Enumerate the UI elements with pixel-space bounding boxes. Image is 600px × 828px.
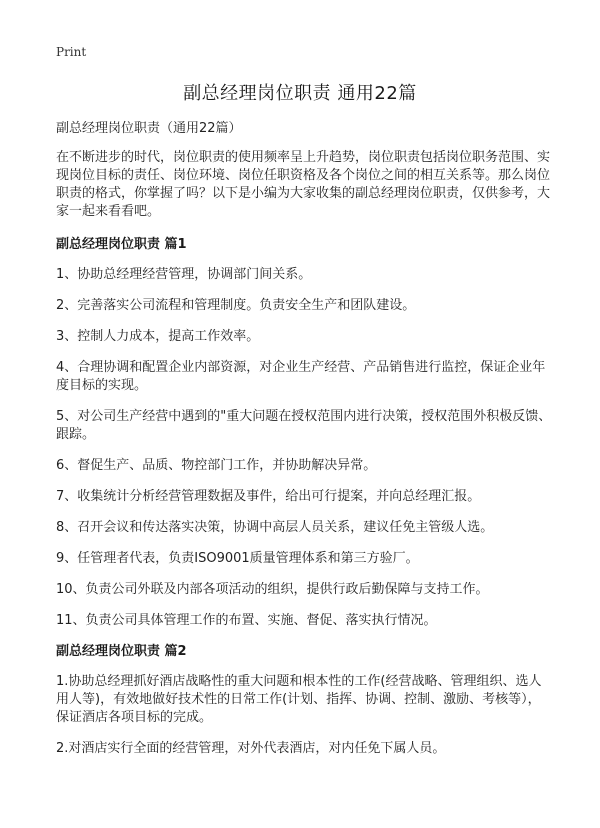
document-body xyxy=(56,120,552,771)
list-item: 4、合理协调和配置企业内部资源，对企业生产经营、产品销售进行监控，保证企业年度目标的实现。 xyxy=(56,360,546,393)
list-item: 7、收集统计分析经营管理数据及事件，给出可行提案，并向总经理汇报。 xyxy=(56,489,481,504)
section-heading: 副总经理岗位职责 篇1 xyxy=(56,237,187,252)
list-item: 1、协助总经理经营管理，协调部门间关系。 xyxy=(56,267,312,282)
list-item: 8、召开会议和传达落实决策，协调中高层人员关系，建议任免主管级人选。 xyxy=(56,520,494,535)
section-2 xyxy=(56,643,552,758)
list-item: 11、负责公司具体管理工作的布置、实施、督促、落实执行情况。 xyxy=(56,613,437,628)
section-heading: 副总经理岗位职责 篇2 xyxy=(56,644,187,659)
page-title: 副总经理岗位职责 通用22篇 xyxy=(183,83,417,104)
document-subtitle: 副总经理岗位职责（通用22篇） xyxy=(56,121,242,136)
list-item: 1.协助总经理抓好酒店战略性的重大问题和根本性的工作(经营战略、管理组织、选人用人等)，有效地做好技术性的日常工作(计划、指挥、协调、控制、激励、考核等），保证酒店各项目标的完成。 xyxy=(56,674,542,725)
list-item: 10、负责公司外联及内部各项活动的组织，提供行政后勤保障与支持工作。 xyxy=(56,582,489,597)
list-item: 2、完善落实公司流程和管理制度。负责安全生产和团队建设。 xyxy=(56,298,416,313)
list-item: 5、对公司生产经营中遇到的"重大问题在授权范围内进行决策，授权范围外积极反馈、跟踪。 xyxy=(56,409,552,442)
list-item: 6、督促生产、品质、物控部门工作，并协助解决异常。 xyxy=(56,458,377,473)
print-label: Print xyxy=(56,45,87,59)
list-item: 9、任管理者代表，负责ISO9001质量管理体系和第三方验厂。 xyxy=(56,551,419,566)
intro-paragraph: 在不断进步的时代，岗位职责的使用频率呈上升趋势，岗位职责包括岗位职务范围、实现岗位目标的责任、岗位环境、岗位任职资格及各个岗位之间的相互关系等。那么岗位职责的格式，你掌握了吗？以下是小编为大家收集的副总经理岗位职责，仅供参考，大家一起来看看吧。 xyxy=(56,150,551,219)
section-1 xyxy=(56,236,552,630)
list-item: 3、控制人力成本，提高工作效率。 xyxy=(56,329,260,344)
list-item: 2.对酒店实行全面的经营管理，对外代表酒店，对内任免下属人员。 xyxy=(56,741,446,756)
